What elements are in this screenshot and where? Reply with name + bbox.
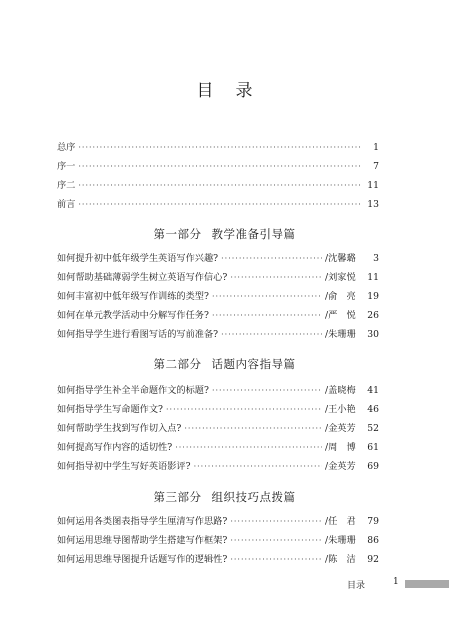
toc-entry[interactable] [57,532,379,551]
entry-page: 79 [367,516,379,527]
toc-entry[interactable] [57,196,379,215]
dot-leader [212,386,322,395]
dot-leader [78,143,362,152]
entry-title: 如何丰富初中低年级写作训练的类型? [57,291,209,302]
entry-title: 如何帮助学生找到写作切入点? [57,423,182,434]
entry-author: /刘家悦 [325,272,356,283]
entry-page: 41 [367,385,379,396]
section-name: 话题内容指导篇 [211,357,296,371]
dot-leader [212,292,322,301]
section-part: 第三部分 [153,490,202,504]
entry-title: 如何指导学生写命题作文? [57,404,163,415]
intro-list [57,139,379,215]
dot-leader [221,330,322,339]
dot-leader [184,424,322,433]
entry-author: /严 悦 [325,310,356,321]
section-part: 第一部分 [153,227,202,241]
entry-page: 11 [367,180,379,191]
entry-title: 如何运用思维导图帮助学生搭建写作框架? [57,535,228,546]
section-list [57,513,379,570]
toc-entry[interactable] [57,551,379,570]
entry-title: 如何指导学生进行看图写话的写前准备? [57,329,219,340]
dot-leader [78,181,362,190]
dot-leader [230,536,322,545]
entry-page: 3 [373,253,379,264]
entry-title: 如何运用思维导图提升话题写作的逻辑性? [57,554,228,565]
toc-entry[interactable] [57,158,379,177]
toc-entry[interactable] [57,326,379,345]
entry-author: /王小艳 [325,404,356,415]
entry-author: /沈馨璐 [325,253,356,264]
section-name: 组织技巧点拨篇 [211,490,296,504]
footer-label: 目录 [347,581,366,591]
dot-leader [212,311,322,320]
toc-entry[interactable] [57,439,379,458]
entry-title: 如何帮助基础薄弱学生树立英语写作信心? [57,272,228,283]
entry-page: 52 [367,423,379,434]
footer-page-number: 1 [393,577,399,587]
entry-title: 总序 [57,142,76,153]
dot-leader [78,200,362,209]
entry-page: 92 [367,554,379,565]
dot-leader [230,273,322,282]
toc-entry[interactable] [57,458,379,477]
page-title: 目录 [196,81,275,101]
entry-author: /俞 亮 [325,291,356,302]
toc-entry[interactable] [57,288,379,307]
entry-page: 86 [367,535,379,546]
toc-entry[interactable] [57,382,379,401]
toc-entry[interactable] [57,513,379,532]
footer-bar [405,580,449,588]
section-name: 教学准备引导篇 [211,227,296,241]
entry-author: /金英芳 [325,461,356,472]
dot-leader [78,162,362,171]
toc-entry[interactable] [57,269,379,288]
entry-title: 序一 [57,161,76,172]
toc-entry[interactable] [57,307,379,326]
section-heading [0,489,449,505]
section-list [57,250,379,345]
entry-title: 序二 [57,180,76,191]
entry-title: 如何运用各类图表指导学生厘清写作思路? [57,516,228,527]
entry-page: 11 [367,272,379,283]
entry-title: 如何指导学生补全半命题作文的标题? [57,385,209,396]
dot-leader [221,254,322,263]
dot-leader [230,517,322,526]
entry-page: 46 [367,404,379,415]
entry-title: 如何在单元教学活动中分解写作任务? [57,310,209,321]
entry-page: 61 [367,442,379,453]
dot-leader [175,443,322,452]
dot-leader [166,405,322,414]
entry-author: /陈 洁 [325,554,356,565]
entry-title: 如何提升初中低年级学生英语写作兴趣? [57,253,219,264]
toc-entry[interactable] [57,401,379,420]
entry-author: /周 博 [325,442,356,453]
entry-author: /任 君 [325,516,356,527]
toc-entry[interactable] [57,420,379,439]
toc-entry[interactable] [57,250,379,269]
dot-leader [194,462,322,471]
toc-entry[interactable] [57,177,379,196]
section-heading [0,226,449,242]
entry-page: 69 [367,461,379,472]
entry-author: /金英芳 [325,423,356,434]
entry-author: /朱珊珊 [325,329,356,340]
section-part: 第二部分 [153,357,202,371]
entry-page: 19 [367,291,379,302]
section-list [57,382,379,477]
entry-page: 30 [367,329,379,340]
entry-title: 如何指导初中学生写好英语影评? [57,461,191,472]
section-heading [0,356,449,372]
entry-page: 26 [367,310,379,321]
entry-title: 前言 [57,199,76,210]
entry-page: 7 [373,161,379,172]
dot-leader [230,555,322,564]
toc-entry[interactable] [57,139,379,158]
entry-page: 13 [367,199,379,210]
entry-title: 如何提高写作内容的适切性? [57,442,173,453]
entry-page: 1 [373,142,379,153]
entry-author: /盖晓梅 [325,385,356,396]
entry-author: /朱珊珊 [325,535,356,546]
